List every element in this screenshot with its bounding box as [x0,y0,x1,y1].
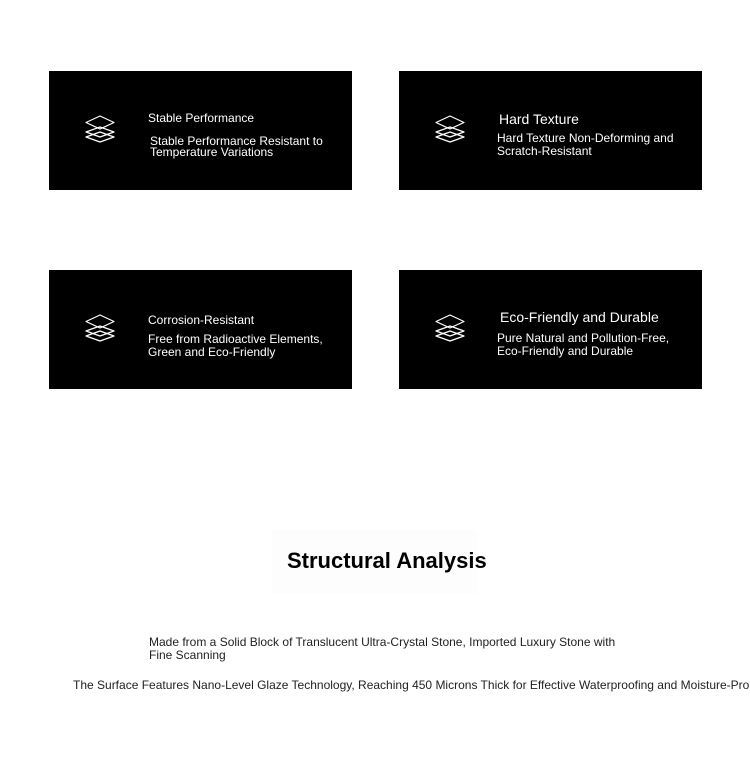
layers-icon [434,312,466,344]
feature-card-eco-friendly [399,270,702,389]
layers-icon [434,113,466,145]
analysis-paragraph-2: The Surface Features Nano-Level Glaze Technology, Reaching 450 Microns Thick for Effective Waterproofing and Moisture-Pro [73,678,750,692]
feature-title: Hard Texture [499,111,579,127]
feature-title: Eco-Friendly and Durable [500,309,659,325]
feature-description: Hard Texture Non-Deforming and Scratch-Resistant [497,131,674,158]
section-title: Structural Analysis [287,548,487,573]
analysis-paragraph-1: Made from a Solid Block of Translucent Ultra-Crystal Stone, Imported Luxury Stone with Fine Scanning [149,635,616,662]
feature-card-hard-texture [399,71,702,190]
layers-icon [84,312,116,344]
feature-description: Free from Radioactive Elements, Green and Eco-Friendly [148,332,323,359]
layers-icon [84,113,116,145]
feature-description: Stable Performance Resistant to Temperature Variations [150,134,323,159]
feature-description: Pure Natural and Pollution-Free, Eco-Friendly and Durable [497,331,670,358]
feature-title: Stable Performance [148,111,255,125]
feature-title: Corrosion-Resistant [148,313,255,327]
feature-card-corrosion-resistant [49,270,352,389]
feature-card-stable-performance [49,71,352,190]
